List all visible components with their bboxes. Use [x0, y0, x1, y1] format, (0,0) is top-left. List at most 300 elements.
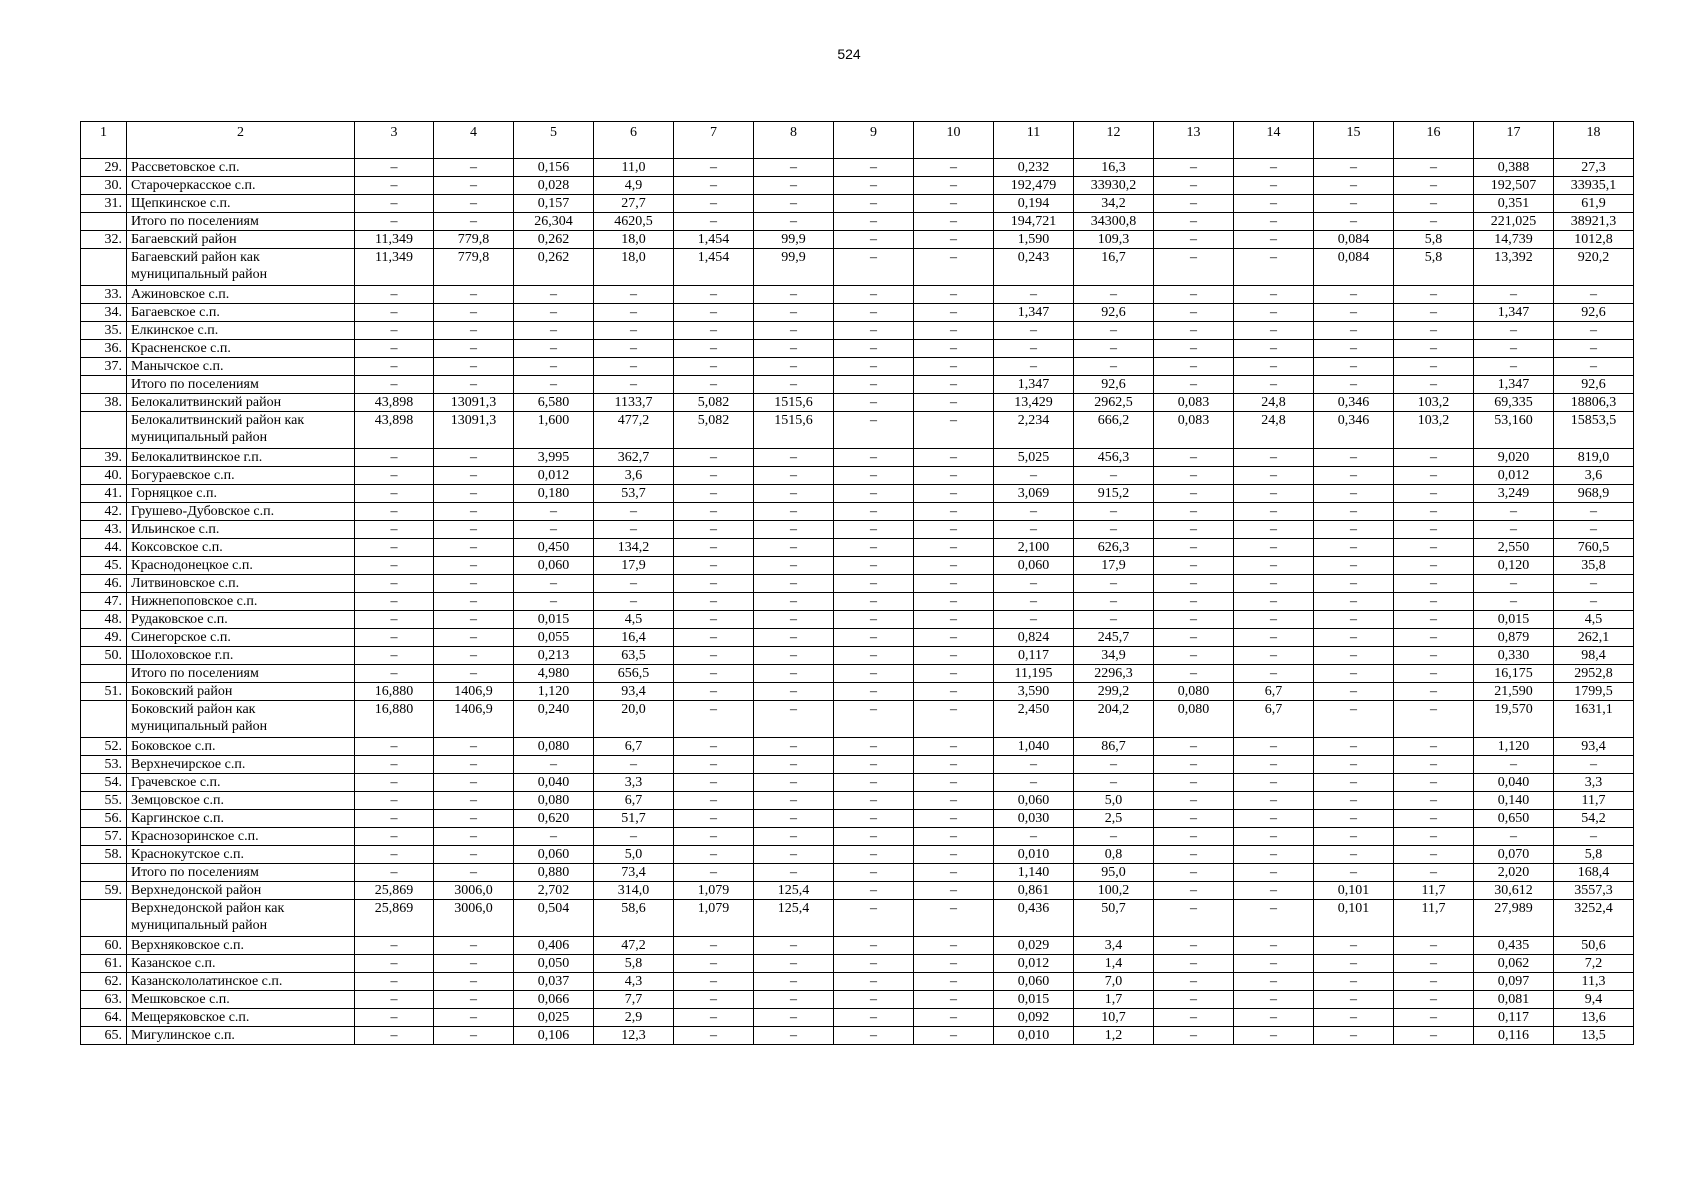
table-cell: –: [754, 955, 834, 973]
table-cell: 9,020: [1474, 449, 1554, 467]
table-cell: –: [1234, 485, 1314, 503]
table-cell: –: [1154, 322, 1234, 340]
table-cell: –: [834, 503, 914, 521]
table-cell: 34,2: [1074, 195, 1154, 213]
table-cell: –: [1314, 521, 1394, 539]
table-cell: 0,116: [1474, 1027, 1554, 1045]
table-cell: –: [1314, 955, 1394, 973]
column-header: 16: [1394, 122, 1474, 159]
table-cell: –: [914, 665, 994, 683]
table-cell: –: [834, 864, 914, 882]
table-cell: 16,4: [594, 629, 674, 647]
table-cell: –: [674, 340, 754, 358]
table-row: [81, 738, 1634, 756]
table-cell: –: [1394, 701, 1474, 738]
table-cell: –: [434, 665, 514, 683]
table-cell: 1799,5: [1554, 683, 1634, 701]
table-cell: –: [1474, 322, 1554, 340]
row-number: 39.: [81, 449, 127, 467]
table-cell: –: [1314, 575, 1394, 593]
table-cell: 0,080: [1154, 701, 1234, 738]
table-cell: 0,081: [1474, 991, 1554, 1009]
row-number: [81, 213, 127, 231]
table-cell: –: [674, 557, 754, 575]
table-cell: 3006,0: [434, 882, 514, 900]
table-cell: –: [434, 340, 514, 358]
table-cell: 0,180: [514, 485, 594, 503]
table-cell: –: [914, 593, 994, 611]
table-cell: –: [674, 973, 754, 991]
row-name: Шолоховское г.п.: [127, 647, 355, 665]
table-cell: 0,194: [994, 195, 1074, 213]
table-cell: –: [1314, 467, 1394, 485]
table-cell: 0,879: [1474, 629, 1554, 647]
table-cell: –: [1234, 376, 1314, 394]
table-cell: 3,590: [994, 683, 1074, 701]
table-cell: 125,4: [754, 882, 834, 900]
table-cell: –: [1394, 503, 1474, 521]
table-row: [81, 575, 1634, 593]
table-cell: –: [754, 683, 834, 701]
row-name: Нижнепоповское с.п.: [127, 593, 355, 611]
table-row: [81, 973, 1634, 991]
data-table: [80, 121, 1634, 1045]
table-cell: –: [994, 286, 1074, 304]
table-cell: –: [434, 177, 514, 195]
table-cell: –: [754, 286, 834, 304]
table-cell: 16,7: [1074, 249, 1154, 286]
table-cell: –: [914, 503, 994, 521]
row-name: Щепкинское с.п.: [127, 195, 355, 213]
table-cell: 2,450: [994, 701, 1074, 738]
table-cell: –: [434, 647, 514, 665]
table-cell: 11,7: [1554, 792, 1634, 810]
table-cell: 0,010: [994, 846, 1074, 864]
table-cell: 6,7: [594, 738, 674, 756]
table-cell: –: [834, 249, 914, 286]
table-cell: 19,570: [1474, 701, 1554, 738]
table-cell: –: [674, 647, 754, 665]
table-cell: –: [1394, 738, 1474, 756]
row-name: Литвиновское с.п.: [127, 575, 355, 593]
table-cell: 21,590: [1474, 683, 1554, 701]
row-number: 34.: [81, 304, 127, 322]
table-cell: 50,6: [1554, 937, 1634, 955]
table-cell: –: [834, 611, 914, 629]
table-cell: –: [434, 1027, 514, 1045]
table-cell: 11,349: [355, 231, 434, 249]
table-cell: 362,7: [594, 449, 674, 467]
table-cell: –: [1154, 195, 1234, 213]
table-cell: –: [355, 774, 434, 792]
table-row: [81, 449, 1634, 467]
table-cell: –: [914, 467, 994, 485]
table-cell: 5,8: [594, 955, 674, 973]
table-row: [81, 991, 1634, 1009]
table-cell: –: [434, 738, 514, 756]
table-cell: 0,435: [1474, 937, 1554, 955]
table-cell: 0,140: [1474, 792, 1554, 810]
table-cell: –: [1314, 1027, 1394, 1045]
table-cell: –: [1154, 286, 1234, 304]
row-name: Верхнечирское с.п.: [127, 756, 355, 774]
table-cell: 1,079: [674, 900, 754, 937]
table-cell: –: [834, 177, 914, 195]
table-cell: –: [1074, 286, 1154, 304]
table-cell: –: [674, 756, 754, 774]
table-cell: –: [434, 611, 514, 629]
row-name: Боковский район: [127, 683, 355, 701]
table-cell: 1406,9: [434, 683, 514, 701]
table-cell: –: [434, 973, 514, 991]
table-cell: –: [1314, 449, 1394, 467]
table-row: [81, 159, 1634, 177]
table-cell: –: [914, 629, 994, 647]
table-cell: –: [754, 774, 834, 792]
table-cell: 11,3: [1554, 973, 1634, 991]
table-cell: 0,060: [514, 846, 594, 864]
column-header: 14: [1234, 122, 1314, 159]
table-cell: 16,880: [355, 701, 434, 738]
row-name: Елкинское с.п.: [127, 322, 355, 340]
table-cell: –: [674, 521, 754, 539]
table-cell: 0,012: [1474, 467, 1554, 485]
table-cell: –: [914, 394, 994, 412]
row-name: Каргинское с.п.: [127, 810, 355, 828]
table-cell: 7,7: [594, 991, 674, 1009]
table-cell: –: [754, 937, 834, 955]
row-number: 53.: [81, 756, 127, 774]
table-cell: 2,9: [594, 1009, 674, 1027]
row-number: 30.: [81, 177, 127, 195]
table-cell: 18,0: [594, 249, 674, 286]
table-cell: –: [754, 322, 834, 340]
table-cell: –: [1234, 557, 1314, 575]
table-cell: 27,989: [1474, 900, 1554, 937]
table-cell: –: [355, 1009, 434, 1027]
table-cell: 92,6: [1074, 376, 1154, 394]
table-cell: –: [355, 792, 434, 810]
table-cell: –: [1154, 539, 1234, 557]
table-cell: –: [1394, 864, 1474, 882]
row-number: 52.: [81, 738, 127, 756]
table-cell: 262,1: [1554, 629, 1634, 647]
table-cell: 2952,8: [1554, 665, 1634, 683]
table-cell: –: [1234, 1009, 1314, 1027]
table-cell: 103,2: [1394, 394, 1474, 412]
table-cell: 58,6: [594, 900, 674, 937]
table-row: [81, 231, 1634, 249]
table-cell: –: [1314, 665, 1394, 683]
table-cell: –: [1394, 1009, 1474, 1027]
table-cell: –: [1474, 575, 1554, 593]
table-cell: –: [1154, 611, 1234, 629]
table-cell: –: [355, 376, 434, 394]
table-cell: –: [434, 195, 514, 213]
table-cell: –: [834, 900, 914, 937]
table-cell: –: [754, 521, 834, 539]
table-cell: –: [1394, 557, 1474, 575]
row-number: 57.: [81, 828, 127, 846]
table-cell: –: [674, 828, 754, 846]
table-cell: –: [434, 539, 514, 557]
table-cell: –: [754, 304, 834, 322]
table-cell: 0,157: [514, 195, 594, 213]
table-cell: 0,050: [514, 955, 594, 973]
table-cell: –: [355, 593, 434, 611]
table-cell: 86,7: [1074, 738, 1154, 756]
table-cell: –: [754, 593, 834, 611]
table-row: [81, 774, 1634, 792]
table-cell: –: [355, 539, 434, 557]
table-cell: 0,083: [1154, 412, 1234, 449]
table-cell: –: [1394, 973, 1474, 991]
row-name: Старочеркасское с.п.: [127, 177, 355, 195]
table-cell: –: [355, 304, 434, 322]
table-cell: 6,7: [594, 792, 674, 810]
row-number: [81, 376, 127, 394]
row-name: Грачевское с.п.: [127, 774, 355, 792]
table-cell: –: [914, 864, 994, 882]
table-cell: –: [674, 810, 754, 828]
table-cell: –: [674, 738, 754, 756]
table-cell: 63,5: [594, 647, 674, 665]
table-cell: –: [355, 846, 434, 864]
table-cell: –: [1394, 539, 1474, 557]
table-cell: –: [514, 503, 594, 521]
table-cell: –: [1394, 629, 1474, 647]
table-cell: –: [1554, 322, 1634, 340]
table-cell: –: [1234, 195, 1314, 213]
row-name: Грушево-Дубовское с.п.: [127, 503, 355, 521]
table-cell: –: [1154, 249, 1234, 286]
table-cell: –: [754, 846, 834, 864]
table-cell: –: [1394, 376, 1474, 394]
row-name: Ажиновское с.п.: [127, 286, 355, 304]
table-cell: 1,120: [514, 683, 594, 701]
table-cell: –: [754, 557, 834, 575]
table-cell: –: [1234, 792, 1314, 810]
table-cell: –: [1554, 593, 1634, 611]
table-cell: –: [834, 159, 914, 177]
table-cell: 2,5: [1074, 810, 1154, 828]
table-cell: 17,9: [1074, 557, 1154, 575]
table-cell: –: [1234, 213, 1314, 231]
table-cell: –: [594, 828, 674, 846]
table-cell: 109,3: [1074, 231, 1154, 249]
table-cell: 245,7: [1074, 629, 1154, 647]
table-cell: –: [594, 376, 674, 394]
table-cell: –: [1474, 358, 1554, 376]
row-number: 63.: [81, 991, 127, 1009]
table-cell: –: [834, 683, 914, 701]
table-cell: –: [434, 376, 514, 394]
row-name: Итого по поселениям: [127, 665, 355, 683]
table-cell: –: [754, 449, 834, 467]
table-cell: –: [834, 195, 914, 213]
table-cell: 27,3: [1554, 159, 1634, 177]
table-cell: –: [674, 539, 754, 557]
table-cell: –: [355, 937, 434, 955]
table-cell: –: [754, 340, 834, 358]
table-cell: –: [1154, 177, 1234, 195]
table-cell: –: [434, 575, 514, 593]
table-cell: –: [754, 485, 834, 503]
table-cell: –: [674, 955, 754, 973]
table-cell: –: [834, 358, 914, 376]
table-cell: –: [1394, 810, 1474, 828]
table-cell: 779,8: [434, 231, 514, 249]
table-cell: 4,980: [514, 665, 594, 683]
table-cell: 0,106: [514, 1027, 594, 1045]
table-cell: –: [754, 991, 834, 1009]
table-cell: 3,6: [594, 467, 674, 485]
table-cell: –: [434, 828, 514, 846]
table-cell: –: [1314, 358, 1394, 376]
table-cell: –: [754, 195, 834, 213]
table-cell: –: [594, 322, 674, 340]
table-cell: 11,7: [1394, 900, 1474, 937]
table-cell: –: [1314, 611, 1394, 629]
table-cell: 3,6: [1554, 467, 1634, 485]
table-cell: 0,351: [1474, 195, 1554, 213]
table-cell: 1,454: [674, 249, 754, 286]
table-cell: –: [434, 467, 514, 485]
row-name: Боковское с.п.: [127, 738, 355, 756]
table-cell: 4,5: [594, 611, 674, 629]
table-cell: 0,346: [1314, 412, 1394, 449]
table-cell: 0,060: [994, 973, 1074, 991]
table-cell: 18806,3: [1554, 394, 1634, 412]
row-name: Казанское с.п.: [127, 955, 355, 973]
table-cell: –: [355, 467, 434, 485]
table-cell: –: [1394, 521, 1474, 539]
table-cell: –: [754, 1027, 834, 1045]
table-cell: 2962,5: [1074, 394, 1154, 412]
table-cell: 26,304: [514, 213, 594, 231]
table-cell: –: [674, 701, 754, 738]
table-cell: –: [674, 159, 754, 177]
table-cell: 92,6: [1074, 304, 1154, 322]
table-cell: 4,9: [594, 177, 674, 195]
table-cell: 0,880: [514, 864, 594, 882]
table-cell: 968,9: [1554, 485, 1634, 503]
table-cell: –: [834, 304, 914, 322]
table-cell: –: [514, 575, 594, 593]
table-cell: 0,012: [994, 955, 1074, 973]
table-cell: 25,869: [355, 882, 434, 900]
table-cell: –: [1314, 304, 1394, 322]
table-cell: 1,2: [1074, 1027, 1154, 1045]
column-header: 12: [1074, 122, 1154, 159]
row-number: [81, 701, 127, 738]
table-cell: –: [1234, 449, 1314, 467]
table-cell: 93,4: [1554, 738, 1634, 756]
table-cell: 18,0: [594, 231, 674, 249]
table-cell: –: [1314, 629, 1394, 647]
row-number: 37.: [81, 358, 127, 376]
table-cell: –: [914, 340, 994, 358]
table-cell: –: [914, 1027, 994, 1045]
table-cell: 0,080: [514, 738, 594, 756]
table-cell: 6,7: [1234, 701, 1314, 738]
table-cell: –: [1154, 810, 1234, 828]
table-cell: 34300,8: [1074, 213, 1154, 231]
table-cell: 100,2: [1074, 882, 1154, 900]
table-cell: –: [1394, 846, 1474, 864]
table-row: [81, 647, 1634, 665]
table-cell: –: [914, 575, 994, 593]
table-cell: –: [434, 213, 514, 231]
table-cell: 2,550: [1474, 539, 1554, 557]
row-number: 31.: [81, 195, 127, 213]
table-cell: –: [1154, 647, 1234, 665]
table-cell: 1,079: [674, 882, 754, 900]
table-cell: 1,454: [674, 231, 754, 249]
table-cell: –: [355, 828, 434, 846]
table-cell: –: [914, 521, 994, 539]
table-cell: 221,025: [1474, 213, 1554, 231]
table-cell: 0,213: [514, 647, 594, 665]
table-row: [81, 1027, 1634, 1045]
table-cell: –: [914, 304, 994, 322]
table-cell: –: [514, 756, 594, 774]
column-header: 2: [127, 122, 355, 159]
table-cell: –: [1474, 828, 1554, 846]
table-cell: 13,392: [1474, 249, 1554, 286]
row-number: 56.: [81, 810, 127, 828]
table-cell: –: [1394, 449, 1474, 467]
row-name: Итого по поселениям: [127, 864, 355, 882]
table-cell: 16,880: [355, 683, 434, 701]
table-cell: 0,025: [514, 1009, 594, 1027]
table-cell: –: [594, 340, 674, 358]
row-name: Белокалитвинское г.п.: [127, 449, 355, 467]
table-cell: –: [674, 213, 754, 231]
table-cell: 0,101: [1314, 882, 1394, 900]
table-cell: –: [355, 286, 434, 304]
table-cell: –: [434, 557, 514, 575]
row-name: Багаевский район: [127, 231, 355, 249]
table-cell: 11,349: [355, 249, 434, 286]
table-row: [81, 503, 1634, 521]
table-cell: –: [434, 304, 514, 322]
table-cell: –: [1474, 286, 1554, 304]
table-cell: 2,234: [994, 412, 1074, 449]
table-cell: 4,3: [594, 973, 674, 991]
table-cell: 16,3: [1074, 159, 1154, 177]
table-cell: –: [1314, 286, 1394, 304]
table-cell: –: [914, 611, 994, 629]
row-number: [81, 412, 127, 449]
table-cell: –: [1074, 503, 1154, 521]
table-cell: –: [1314, 828, 1394, 846]
table-cell: –: [1394, 467, 1474, 485]
table-cell: 0,060: [994, 792, 1074, 810]
table-cell: –: [1234, 828, 1314, 846]
table-cell: –: [1394, 304, 1474, 322]
table-cell: –: [1474, 593, 1554, 611]
table-cell: –: [1394, 358, 1474, 376]
table-cell: –: [355, 521, 434, 539]
table-cell: –: [914, 900, 994, 937]
table-cell: –: [834, 467, 914, 485]
table-cell: 0,084: [1314, 231, 1394, 249]
table-cell: –: [834, 539, 914, 557]
table-cell: 2,702: [514, 882, 594, 900]
table-cell: –: [434, 322, 514, 340]
table-cell: –: [594, 503, 674, 521]
